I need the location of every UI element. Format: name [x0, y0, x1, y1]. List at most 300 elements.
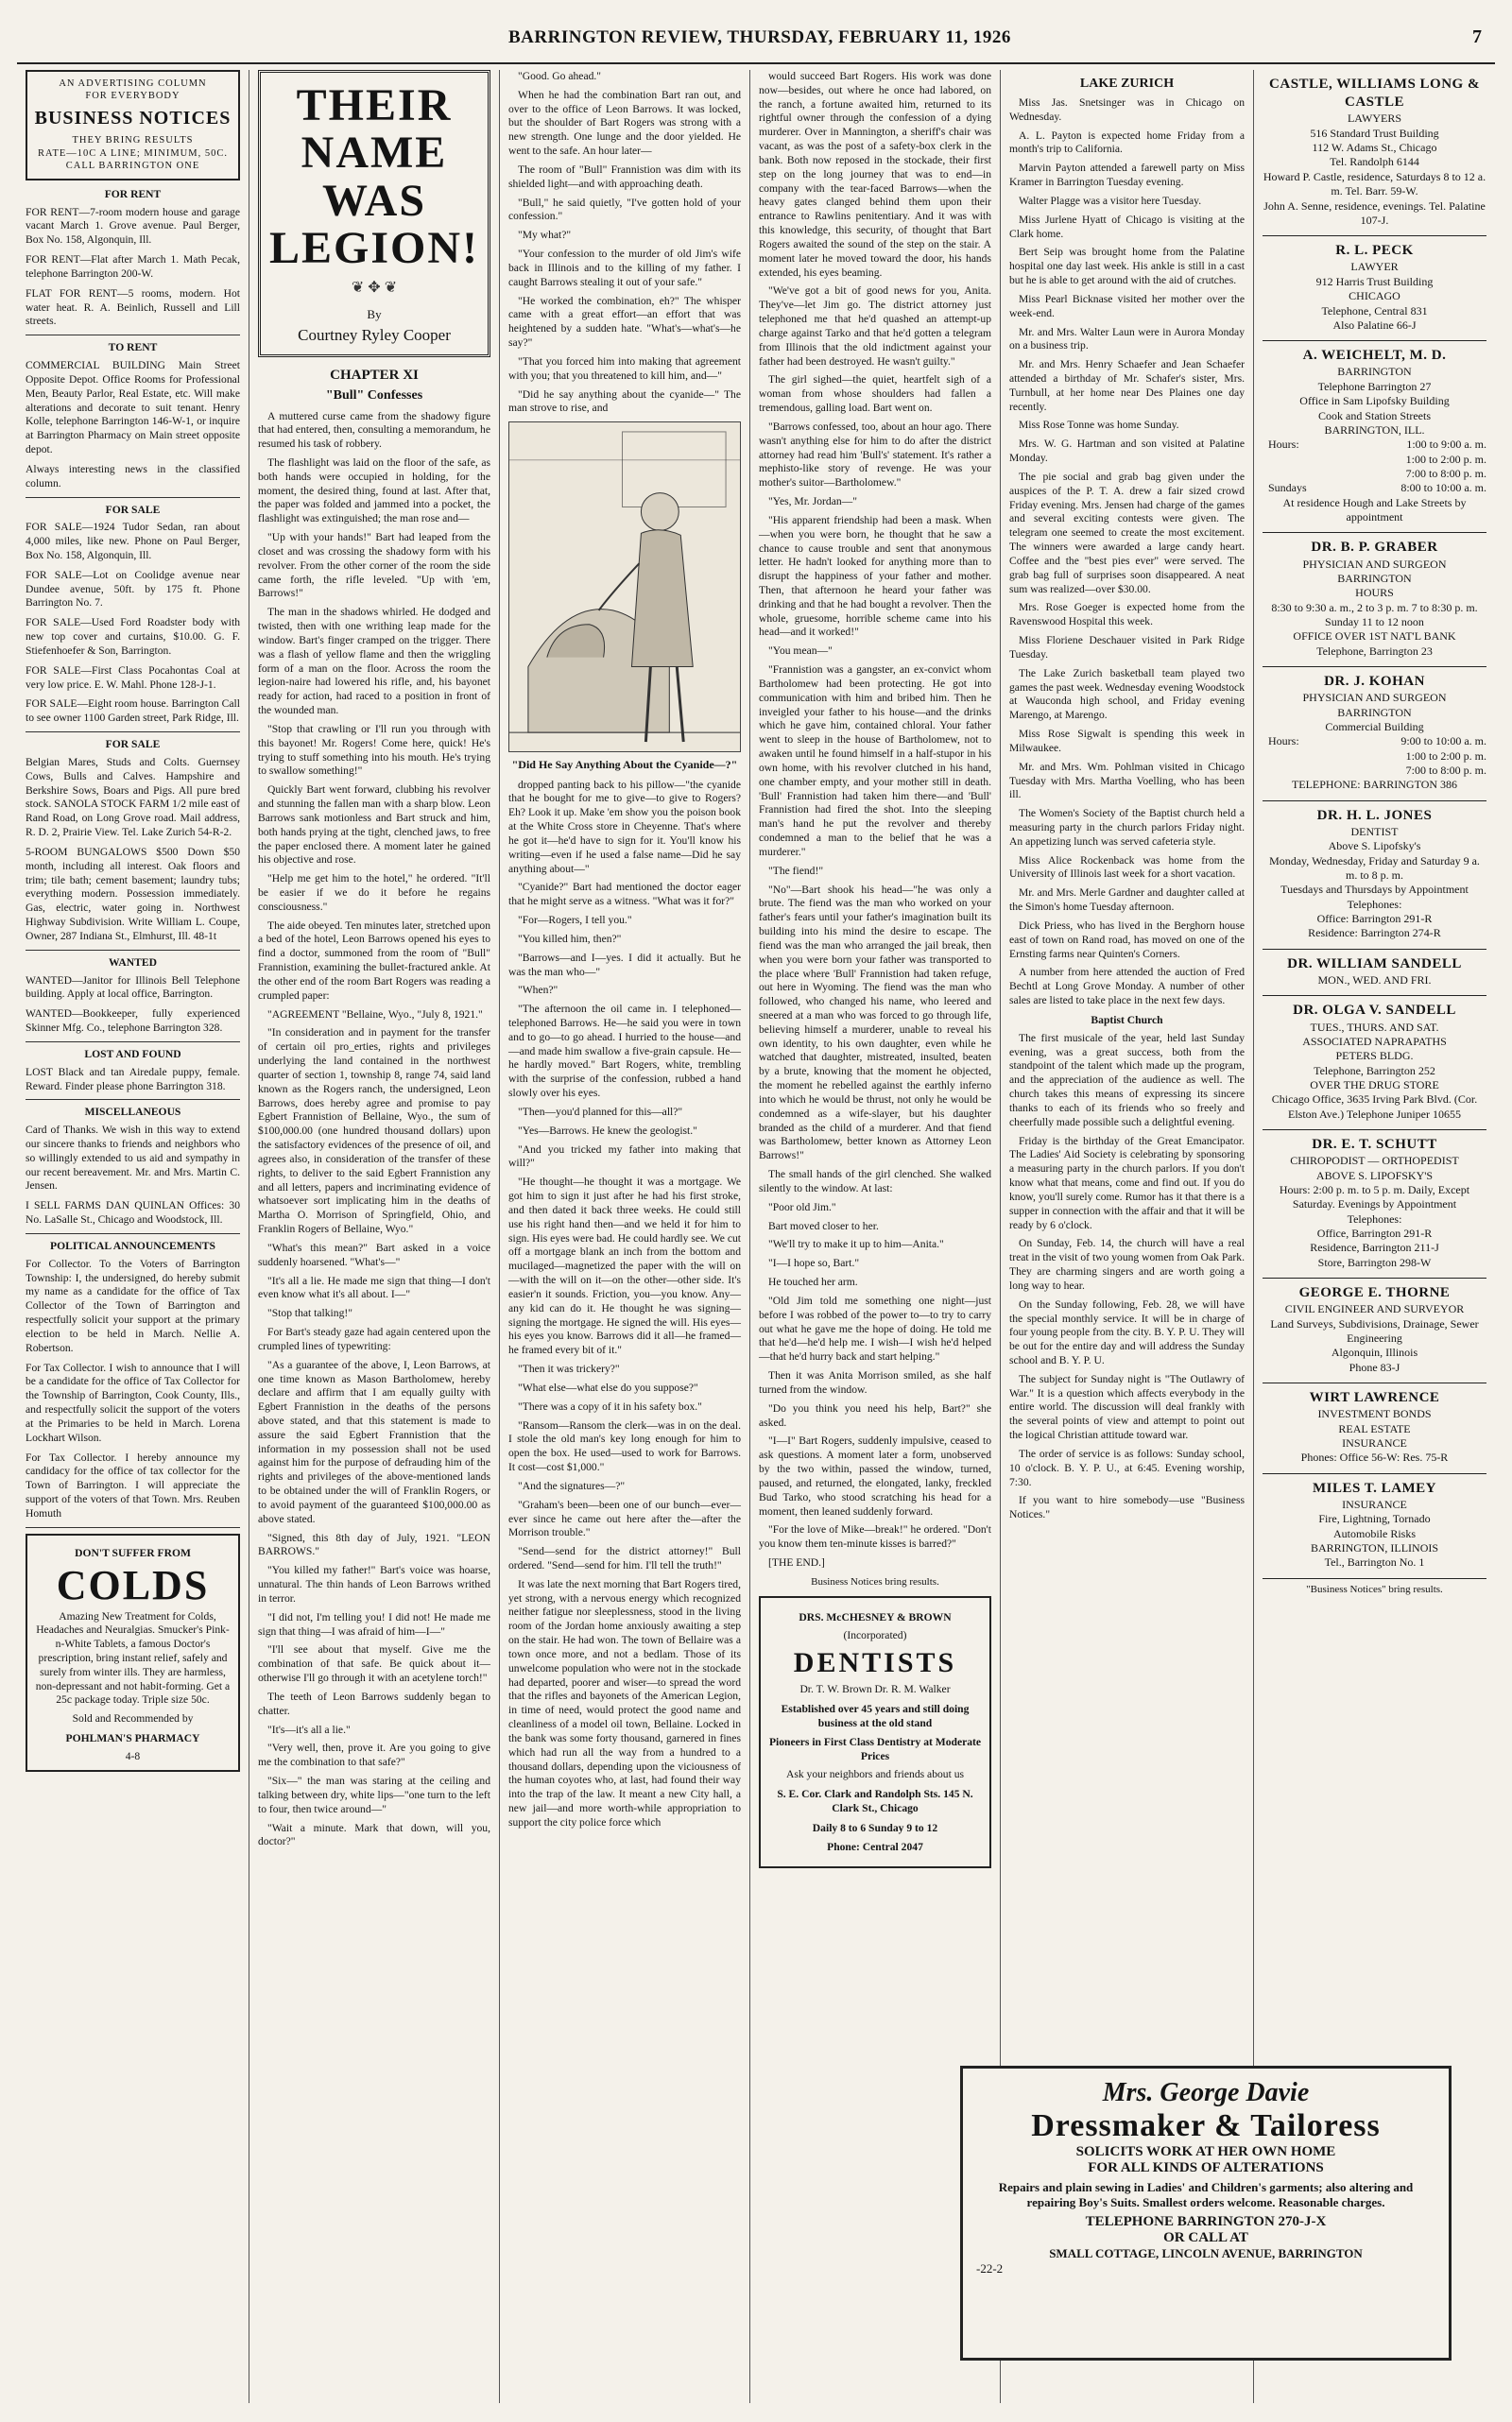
directory-card — [1263, 667, 1486, 801]
dentists-addr: S. E. Cor. Clark and Randolph Sts. 145 N. Clark St., Chicago — [777, 1787, 973, 1814]
news-item: The pie social and grab bag given under the auspices of the P. T. A. drew a fair sized crowd Friday evening. Mrs. Jensen had charge of the games and several exciting contests were given. The telegram one seemed to create the most excitement. The winners were awarded a large candy heart. Coffee and the "best pies ever" were served. The grab bag full of surprises soon disappeared. A neat sum was realized—over $30.00. — [1009, 470, 1245, 595]
dentists-line1: DRS. McCHESNEY & BROWN — [799, 1610, 952, 1623]
directory-name: WIRT LAWRENCE — [1309, 1390, 1440, 1406]
hours-label: Hours: — [1268, 438, 1299, 452]
news-item: The Women's Society of the Baptist church held a measuring party in the church parlors Friday night. An appetizing lunch was served cafeteria style. — [1009, 807, 1245, 848]
story-paragraph: "AGREEMENT "Bellaine, Wyo., "July 8, 1921." — [267, 1007, 483, 1021]
section-divider — [26, 1527, 240, 1528]
directory-line: Tuesdays and Thursdays by Appointment — [1280, 883, 1469, 897]
lake-zurich-title: LAKE ZURICH — [1079, 77, 1175, 91]
news-item: Miss Rose Tonne was home Sunday. — [1019, 419, 1179, 432]
directory-line: Office in Sam Lipofsky Building — [1299, 394, 1450, 408]
directory-card — [1263, 1474, 1486, 1579]
directory-line: PHYSICIAN AND SURGEON — [1302, 691, 1447, 705]
directory-name: DR. OLGA V. SANDELL — [1293, 1003, 1456, 1019]
directory-line: INSURANCE — [1342, 1436, 1407, 1451]
news-item: Mr. and Mrs. Wm. Pohlman visited in Chicago Tuesday with Mrs. Martha Voelling, who has been ill. — [1009, 760, 1245, 801]
classified-item: Always interesting news in the classified column. — [26, 462, 240, 490]
header-line3: THEY BRING RESULTS — [72, 135, 194, 146]
dentists-phone: Phone: Central 2047 — [827, 1841, 923, 1854]
directory-line: Algonquin, Illinois — [1331, 1346, 1418, 1360]
story-paragraph: "You killed him, then?" — [518, 932, 622, 945]
business-notices-title: BUSINESS NOTICES — [34, 107, 232, 129]
classified-section-title: FOR SALE — [105, 738, 161, 751]
directory-name: GEORGE E. THORNE — [1298, 1285, 1451, 1301]
dressmaker-line6: SMALL COTTAGE, LINCOLN AVENUE, BARRINGTON — [1049, 2246, 1363, 2260]
story-paragraph: "In consideration and in payment for the transfer of certain oil pro_erties, rights and privileges underlying the land contained in the northwest quarter of section 1, township 8, range 74, said land known as the Rogers ranch, the undersigned, Leon Barrows, does hereby agree and promise to pay Egbert Frannistion of Bellaine, Wyo., the sum of $100,000.00 (one hundred thousand dollars) upon the satisfactory evidences of the presence of oil, and agrees also, in consideration of the transfer of these rights, to deliver to the said Egbert Frannistion any and all letters, papers and incriminating evidence of whatsoever sort implicating him in the deaths of Martha O. Morrison of Springfield, Ohio, and Franklin Rogers of Bellaine, Wyo." — [258, 1026, 490, 1236]
directory-card — [1263, 1130, 1486, 1279]
directory-line: Office, Barrington 291-R — [1316, 1227, 1433, 1241]
story-paragraph: "As a guarantee of the above, I, Leon Barrows, at one time known as Mason Bartholomew, hereby declare and affirm that I am equally guilty with Egbert Frannistion in the deaths of the persons above stated, and that this statement is made to assure the said Egbert Frannistion that the information in my possession shall not be used against him for the purpose of defrauding him of the rights and privileges of the above-mentioned lands to be obtained under the will of Franklin Rogers, or to avoid payment of the guaranteed $100,000.00 as above stated. — [258, 1358, 490, 1525]
story-paragraph: "Did he say anything about the cyanide—" The man strove to rise, and — [508, 387, 741, 415]
story-paragraph: "Wait a minute. Mark that down, will you, doctor?" — [258, 1821, 490, 1848]
colds-code: 4-8 — [125, 1749, 141, 1762]
directory-card — [1263, 950, 1486, 997]
dressmaker-big: Dressmaker & Tailoress — [1031, 2108, 1381, 2143]
story-paragraph: "For—Rogers, I tell you." — [518, 914, 632, 927]
directory-line: Telephone, Central 831 — [1321, 303, 1428, 318]
directory-line: Telephone, Barrington 23 — [1316, 644, 1433, 658]
directory-card — [1263, 1279, 1486, 1383]
story-text — [508, 779, 741, 1830]
story-title-box — [258, 70, 490, 357]
directory-line: Residence, Barrington 211-J — [1310, 1241, 1439, 1255]
colds-sold: Sold and Recommended by — [72, 1712, 194, 1726]
dentists-big: DENTISTS — [793, 1646, 957, 1678]
classified-item: FOR SALE—Eight room house. Barrington Call to see owner 1100 Garden street, Park Ridge, Ill. — [26, 697, 240, 725]
directory-card — [1263, 1383, 1486, 1474]
story-paragraph: "No"—Bart shook his head—"he was only a brute. The fiend was the man who worked on your father's fears until your father's imagination built its building into his mind the desire to escape. The fiend was the man who arranged the jail break, then when you were born your father was transported to the place where 'Bull' Frannistion had taken refuge, out here in Wyoming. The fiend was the man who followed, who changed his name, who leered and sneered at a man who was forced to go through life, believing himself a murderer, unable to reveal his own identity, to his own daughter, even while he watched that daughter, mistreated, insulted, beaten by a brute, knowing that the moment he objected, the moment he rebelled against the earthly inferno into which he would be thrust, not only he would be condemned as a wife-slayer, but his daughter branded as the child of a murderer. And that fiend was Bartholomew, better known as Attorney Leon Barrows!" — [759, 883, 991, 1162]
dentists-doctors: Dr. T. W. Brown Dr. R. M. Walker — [799, 1682, 951, 1695]
classified-item: FOR SALE—First Class Pocahontas Coal at very low price. E. W. Mahl. Phone 128-J-1. — [26, 663, 240, 691]
classified-item: FOR SALE—1924 Tudor Sedan, ran about 4,000 miles, like new. Phone on Paul Berger, Box No. 158, Algonquin, Ill. — [26, 521, 240, 561]
directory-line: At residence Hough and Lake Streets by appointment — [1282, 495, 1467, 524]
directory-line: Commercial Building — [1325, 719, 1424, 733]
story-paragraph: Quickly Bart went forward, clubbing his revolver and stunning the fallen man with a sharp blow. Leon Barrows sank motionless and Bart struck and him, both hands prying at the tight, clenched jaws, to free the paper enclosed there. A moment later he gained his objective and rose. — [258, 783, 490, 867]
story-paragraph: "Very well, then, prove it. Are you going to give me the combination to that safe?" — [258, 1742, 490, 1769]
directory-line: Tel., Barrington No. 1 — [1324, 1555, 1425, 1570]
hours-row — [1268, 453, 1486, 467]
story-paragraph: "The afternoon the oil came in. I telephoned—telephoned Barrows. He—he said you were in town and to go—to go ahead. I hurried to the house—and—and made him swallow a five-grain capsule. He—he hardly moved." Bart Rogers, white, trembling with the surprise of the confession, rubbed a hand slowly over his eyes. — [508, 1003, 741, 1100]
directory-line: Tel. Randolph 6144 — [1330, 155, 1419, 169]
directory-line: INVESTMENT BONDS — [1317, 1407, 1432, 1421]
ornament-icon: ❦ ✥ ❦ — [351, 279, 398, 296]
story-paragraph: "He thought—he thought it was a mortgage. We got him to sign it just after he had his first stroke, and then dated it back three weeks. He could still use his right hand then—and we held it for him to sign. His eyes were bad. He could hardly see. We cut off a mortgage blank an inch from the bottom and mucilaged—magnetized the paper with the will on—with the will on it—on the other—other side. It's easier'n it sounds. Friction, you—you know. Any—any kid can do it. He thought he was signing—signing the mortgage. He signed the will. His eyes—his eyes you know. Barrows did it all—he framed—he framed every bit of it." — [508, 1176, 741, 1357]
news-item: The Lake Zurich basketball team played two games the past week. Wednesday evening Woodstock at Wauconda high school, and Friday evening Marengo, at Marengo. — [1009, 666, 1245, 722]
dressmaker-line2: FOR ALL KINDS OF ALTERATIONS — [1088, 2160, 1324, 2175]
colds-line1: DON'T SUFFER FROM — [75, 1546, 191, 1559]
news-item: A number from here attended the auction of Fred Bechtl at Long Grove Monday. A number of other sales are listed to take place in the next few days. — [1009, 966, 1245, 1007]
classified-item: Belgian Mares, Studs and Colts. Guernsey Cows, Bulls and Calves. Hampshire and Berkshire Sows, Boars and Pigs. All pure bred stock. SANOLA STOCK FARM 1/2 mile east of Rand Road, on Long Grove road. Mail address, R. D. 2, Prairie View. Tel. Lake Zurich 54-R-2. — [26, 755, 240, 839]
directory-line: Phones: Office 56-W: Res. 75-R — [1300, 1451, 1449, 1465]
column-footer: Business Notices bring results. — [811, 1575, 939, 1588]
colds-big: COLDS — [56, 1561, 210, 1608]
church-item: The order of service is as follows: Sunday school, 10 o'clock. B. Y. P. U., at 6:45. Evening worship, 7:30. — [1009, 1447, 1245, 1488]
dentists-line2: (Incorporated) — [843, 1628, 907, 1641]
classified-item: COMMERCIAL BUILDING Main Street Opposite Depot. Office Rooms for Professional Men, Beauty Parlor, Real Estate, etc. Will make alterations and decorate to suit tenant. Henry Kolle, telephone Barrington 146-W-1, or inquire at Barrington Pharmacy on Main street opposite depot. — [26, 359, 240, 456]
classifieds-column — [17, 70, 249, 2403]
story-paragraph: The teeth of Leon Barrows suddenly began to chatter. — [258, 1690, 490, 1717]
classified-item: For Collector. To the Voters of Barrington Township: I, the undersigned, do hereby submit my name as a candidate for the office of Tax Collector of the Town of Barrington and respectfully solicit your support at the primary election to be held in March. Nellie A. Robertson. — [26, 1257, 240, 1354]
directory-line: OFFICE OVER 1ST NAT'L BANK — [1293, 629, 1456, 644]
story-paragraph: A muttered curse came from the shadowy figure that had entered, then, consulting a memorandum, he resumed his task of robbery. — [258, 409, 490, 451]
directory-line: LAWYER — [1350, 260, 1399, 274]
classified-sections — [26, 188, 240, 1528]
story-paragraph: "I'll see about that myself. Give me the combination of that safe. Be quick about it—otherwise I'll go through it with an acetylene torch!" — [258, 1643, 490, 1685]
story-paragraph: "It's all a lie. He made me sign that thing—I don't even know what it's all about. I—" — [258, 1274, 490, 1301]
news-item: Miss Jas. Snetsinger was in Chicago on Wednesday. — [1009, 95, 1245, 123]
directory-name: R. L. PECK — [1335, 243, 1414, 259]
directory-line: 516 Standard Trust Building — [1310, 126, 1439, 140]
directory-card — [1263, 801, 1486, 950]
dentists-est: Established over 45 years and still doing business at the old stand — [781, 1702, 970, 1729]
directory-card — [1263, 533, 1486, 667]
classified-section-title: FOR RENT — [104, 187, 162, 200]
news-item: A. L. Payton is expected home Friday from a month's trip to California. — [1009, 129, 1245, 156]
story-paragraph: "Yes—Barrows. He knew the geologist." — [518, 1124, 697, 1137]
classified-item: FOR SALE—Lot on Coolidge avenue near Dundee avenue, 50ft. by 175 ft. Phone Barrington No. 7. — [26, 568, 240, 610]
colds-body: Amazing New Treatment for Colds, Headaches and Neuralgias. Smucker's Pink-n-White Tablets, a famous Doctor's prescription, bring instant relief, safely and surely from winter ills. They are harmless, non-depressant and not habit-forming. Get a 25c package today. Triple size 50c. — [35, 1609, 231, 1707]
story-paragraph: For Bart's steady gaze had again centered upon the crumpled lines of typewriting: — [258, 1326, 490, 1352]
directory-name: DR. B. P. GRABER — [1311, 540, 1438, 556]
story-paragraph: The small hands of the girl clenched. She walked silently to the window. At last: — [759, 1168, 991, 1194]
directory-line: Residence: Barrington 274-R — [1308, 926, 1441, 940]
directory-line: HOURS — [1355, 586, 1394, 600]
story-paragraph: dropped panting back to his pillow—"the cyanide that he bought for me to give—to give to Rogers? Eh? Look it up. Make 'em show you the poison book at the White Cross store in Cheyenne. That's where he got it—he'd have to sign for it. You'll know his writing—even if he used a false name—Did he say anything about—" — [508, 778, 741, 875]
section-divider — [26, 1041, 240, 1042]
hours-value: 1:00 to 2:00 p. m. — [1405, 748, 1486, 763]
story-paragraph: "What's this mean?" Bart asked in a voice suddenly hoarsened. "What's—" — [258, 1241, 490, 1268]
story-paragraph: "You killed my father!" Bart's voice was hoarse, unnatural. The thin hands of Leon Barrows writhed in terror. — [258, 1564, 490, 1605]
chapter-subtitle: "Bull" Confesses — [325, 387, 423, 403]
directory-line: BARRINGTON, ILL. — [1324, 422, 1425, 437]
section-divider — [26, 731, 240, 732]
dressmaker-line5: OR CALL AT — [1163, 2230, 1248, 2245]
story-paragraph: "Graham's been—been one of our bunch—ever—ever since he came out here after the—after the Morrison trouble." — [508, 1498, 741, 1539]
story-paragraph: [THE END.] — [768, 1555, 825, 1569]
dressmaker-name: Mrs. George Davie — [1102, 2078, 1310, 2107]
hours-value: 8:00 to 10:00 a. m. — [1400, 481, 1486, 495]
directory-line: CIVIL ENGINEER AND SURVEYOR — [1284, 1302, 1465, 1316]
story-paragraph: "And you tricked my father into making that will?" — [508, 1142, 741, 1170]
header-line1: AN ADVERTISING COLUMN — [59, 78, 207, 89]
hours-row — [1268, 764, 1486, 778]
story-paragraph: The aide obeyed. Ten minutes later, stretched upon a bed of the hotel, Leon Barrows opened his eyes to find a doctor, summoned from the room of "Bull" Frannistion, examining the bullet-fractured ankle. At the other end of the room Bart Rogers was reading a crumpled paper: — [258, 919, 490, 1002]
classified-item: FLAT FOR RENT—5 rooms, modern. Hot water heat. R. A. Beinlich, Russell and Lill streets. — [26, 286, 240, 328]
story-paragraph: "When?" — [518, 984, 558, 997]
section-divider — [26, 497, 240, 498]
directory-line: Telephone Barrington 27 — [1317, 379, 1432, 393]
dentists-hours: Daily 8 to 6 Sunday 9 to 12 — [812, 1821, 938, 1834]
story-paragraph: "Poor old Jim." — [768, 1200, 836, 1213]
news-item: Bert Seip was brought home from the Palatine hospital one day last week. His ankle is still in a cast but he is able to get around with the aid of crutches. — [1009, 246, 1245, 287]
directory-column — [1254, 70, 1495, 2403]
classified-item: Card of Thanks. We wish in this way to extend our sincere thanks to friends and neighbors who so willingly extended to us aid and sympathy in our recent bereavement. Mr. and Mrs. Martin C. Jensen. — [26, 1124, 240, 1193]
church-item: On Sunday, Feb. 14, the church will have a real treat in the visit of two young women from Oak Park. They are charming singers and are worth going a long way to hear. — [1009, 1237, 1245, 1292]
story-paragraph: "Ransom—Ransom the clerk—was in on the deal. I stole the old man's key long enough for him to open the box. He used—used to work for Barrows. It cost—cost $1,000." — [508, 1418, 741, 1474]
story-paragraph: "Stop that talking!" — [267, 1307, 352, 1320]
header-line4: RATE—10C A LINE; MINIMUM, 50C. — [38, 147, 228, 159]
business-notices-header — [26, 70, 240, 180]
directory-hours — [1263, 734, 1486, 778]
news-item: Miss Alice Rockenback was home from the University of Illinois last week for a short vacation. — [1009, 853, 1245, 881]
story-title-line: NAME — [301, 128, 448, 179]
directory-line: Telephones: — [1347, 1211, 1402, 1226]
header-line2: FOR EVERYBODY — [85, 91, 180, 102]
story-paragraph: Then it was Anita Morrison smiled, as she half turned from the window. — [759, 1369, 991, 1396]
directory-line: 112 W. Adams St., Chicago — [1312, 141, 1437, 155]
news-item: Mr. and Mrs. Henry Schaefer and Jean Schaefer attended a birthday of Mr. Schafer's sister, Mrs. Turnbull, at her home near Des Plaines one day recently. — [1009, 358, 1245, 413]
directory-line: Fire, Lightning, Tornado — [1318, 1512, 1431, 1526]
directory-line: Land Surveys, Subdivisions, Drainage, Sewer Engineering — [1270, 1316, 1479, 1346]
story-paragraph: "Help me get him to the hotel," he ordered. "It'll be easier if we do it before he regains consciousness." — [258, 872, 490, 913]
story-paragraph: "I—I" Bart Rogers, suddenly impulsive, ceased to ask questions. A moment later a form, unobserved by the two within, passed the window, turned, paused, and returned, the elongated, lanky, freckled Bud Tarko, who stood scratching his head for a moment, then leaned suddenly forward. — [759, 1434, 991, 1518]
story-paragraph: "For the love of Mike—break!" he ordered. "Don't you know them ten-minute kisses is barred?" — [759, 1523, 991, 1551]
directory-name: A. WEICHELT, M. D. — [1302, 348, 1447, 364]
story-text — [508, 70, 741, 416]
section-divider — [26, 950, 240, 951]
directory-line: Store, Barrington 298-W — [1317, 1255, 1432, 1269]
story-title-line: THEIR — [296, 80, 453, 130]
story-paragraph: "And the signatures—?" — [518, 1479, 626, 1492]
news-item: Marvin Payton attended a farewell party on Miss Kramer in Barrington Tuesday evening. — [1009, 162, 1245, 189]
story-paragraph: would succeed Bart Rogers. His work was done now—besides, out where he once had labored, on the ranch, a fortune awaited him, returned to its rightful owner through the confession of a dying murderer. Over in Mannington, a sheriff's chair was vacant, as was the post of a safety-box clerk in the bank. Both now reposed in the stockade, their first step on the long journey that was to end—in company with the tear-faced Barrows—when the heavy gates clanged behind them upon their entrance to Rawlins penitentiary. And it was with this knowledge, this security, of thought that Bart Rogers awaited the sound of the step on the stair. A moment later he moved toward the door, his hands extended, his eyes beaming. — [759, 70, 991, 279]
directory-line: John A. Senne, residence, evenings. Tel. Palatine 107-J. — [1263, 198, 1486, 227]
hours-value: 7:00 to 8:00 p. m. — [1405, 466, 1486, 480]
classified-section-title: MISCELLANEOUS — [84, 1106, 181, 1119]
story-paragraph: "His apparent friendship had been a mask. When—when you were born, he thought that he saw a chance to cause trouble and sent that anonymous letter. He hadn't looked for anything more than to disrupt the happiness of your father and mother. Then, that afternoon he heard your father was drinking and that he had bought a revolver. Then the whole, gruesome, horrible scheme came into his head—and it worked!" — [759, 513, 991, 639]
news-item: Dick Priess, who has lived in the Berghorn house east of town on Rand road, has moved on one of the Ernsting farms near Quinten's Corners. — [1009, 919, 1245, 960]
classified-item: 5-ROOM BUNGALOWS $500 Down $50 month, including all interest. Oak floors and trim; tile bath; cement basement; laundry tubs; everything modern. Possession immediately. Gas, electric, water going in. Northwest Highway Subdivision. Write William L. Coupe, Owner, 287 Indiana St., Elmhurst, Ill. 48-1t — [26, 845, 240, 942]
directory-cards — [1263, 70, 1486, 1579]
news-item: Miss Rose Sigwalt is spending this week in Milwaukee. — [1009, 728, 1245, 754]
directory-line: BARRINGTON — [1337, 705, 1412, 719]
story-paragraph: "My what?" — [518, 229, 572, 242]
chapter-heading: CHAPTER XI — [330, 368, 419, 384]
hours-row — [1268, 438, 1486, 452]
story-paragraph: "Send—send for the district attorney!" Bull ordered. "Send—send for him. I'll tell the truth!" — [508, 1545, 741, 1572]
directory-name: MILES T. LAMEY — [1312, 1480, 1437, 1496]
directory-line: TUES., THURS. AND SAT. — [1310, 1020, 1439, 1034]
classified-item: FOR RENT—7-room modern house and garage vacant March 1. Grove avenue. Paul Berger, Box No. 158, Algonquin, Ill. — [26, 205, 240, 247]
directory-line: ASSOCIATED NAPRAPATHS — [1302, 1034, 1447, 1048]
story-paragraph: "Your confession to the murder of old Jim's wife back in Illinois and to the killing of my father. I caught Barrows stealing it out of your safe." — [508, 248, 741, 288]
directory-line: Also Palatine 66-J — [1332, 318, 1417, 332]
story-paragraph: The girl sighed—the quiet, heartfelt sigh of a woman from whose shoulders had fallen a tremendous, galling load. Bart went on. — [759, 373, 991, 415]
directory-line: Monday, Wednesday, Friday and Saturday 9 a. m. to 8 p. m. — [1269, 853, 1480, 883]
directory-line: Howard P. Castle, residence, Saturdays 8 to 12 a. m. Tel. Barr. 59-W. — [1263, 169, 1486, 198]
story-paragraph: Bart moved closer to her. — [768, 1219, 879, 1232]
church-item: On the Sunday following, Feb. 28, we will have the special monthly service. It will be in charge of four young people from the city. B. Y. P. U. They will be out for the entire day and will address the Sunday school and B. Y. P. U. — [1009, 1297, 1245, 1366]
story-illustration — [508, 421, 741, 752]
directory-hours — [1263, 438, 1486, 495]
directory-line: Office: Barrington 291-R — [1316, 912, 1433, 926]
story-paragraph: "He worked the combination, eh?" The whisper came with a great effort—an effort that was heightened by a sudden hate. "What's—what's—he say?" — [508, 294, 741, 350]
story-paragraph: "Barrows confessed, too, about an hour ago. There wasn't anything else for him to do after the district attorney had read him 'Bull's' statement. It's rather a mephisto-like story of revenge. He was your mother's suitor—Bartholomew." — [759, 420, 991, 490]
story-paragraph: "Barrows—and I—yes. I did it actually. But he was the man who—" — [508, 951, 741, 978]
story-paragraph: "I did not, I'm telling you! I did not! He made me sign that thing—I was afraid of him—I—" — [258, 1610, 490, 1638]
directory-line: MON., WED. AND FRI. — [1317, 973, 1432, 988]
story-title-line: WAS — [321, 175, 427, 226]
directory-line: CHICAGO — [1349, 289, 1400, 303]
news-item: Miss Floriene Deschauer visited in Park Ridge Tuesday. — [1009, 634, 1245, 661]
directory-line: Cook and Station Streets — [1318, 408, 1431, 422]
directory-line: PETERS BLDG. — [1335, 1049, 1414, 1063]
masthead — [17, 26, 1495, 64]
news-item: Mr. and Mrs. Walter Laun were in Aurora Monday on a business trip. — [1009, 325, 1245, 352]
section-divider — [26, 1099, 240, 1100]
hours-label: Hours: — [1268, 734, 1299, 748]
story-column-3 — [750, 70, 1001, 2403]
classified-section-title: POLITICAL ANNOUNCEMENTS — [50, 1239, 215, 1252]
story-paragraph: "It's—it's all a lie." — [267, 1723, 351, 1736]
directory-line: Sunday 11 to 12 noon — [1325, 615, 1424, 628]
story-paragraph: "I—I hope so, Bart." — [768, 1257, 860, 1270]
classified-section-title: TO RENT — [108, 341, 158, 354]
directory-name: CASTLE, WILLIAMS LONG & CASTLE — [1269, 77, 1480, 111]
news-item: Walter Plagge was a visitor here Tuesday. — [1019, 194, 1202, 207]
directory-card — [1263, 70, 1486, 236]
church-item: If you want to hire somebody—use "Business Notices." — [1009, 1494, 1245, 1521]
story-paragraph: "Up with your hands!" Bart had leaped from the closet and was crossing the shadowy form with his revolver. From the other corner of the room the side came forth, the rifle leveled. "Up with 'em, Barrows!" — [258, 531, 490, 600]
story-title-line: LEGION! — [268, 223, 480, 274]
section-divider — [26, 1233, 240, 1234]
story-paragraph: He touched her arm. — [768, 1276, 858, 1289]
directory-line: OVER THE DRUG STORE — [1310, 1078, 1439, 1092]
news-item: Mrs. Rose Goeger is expected home from the Ravenswood Hospital this week. — [1009, 601, 1245, 628]
news-item: Miss Pearl Bicknase visited her mother over the week-end. — [1009, 292, 1245, 319]
story-paragraph: "Old Jim told me something one night—just before I was robbed of the power to—to try to carry out what he gave me the hope of doing. He told me that he'd—he'd help me. I wish—I wish he'd helped—that he'd hurry back and start helping." — [759, 1294, 991, 1364]
directory-line: TELEPHONE: BARRINGTON 386 — [1291, 778, 1458, 792]
baptist-church-title: Baptist Church — [1091, 1013, 1163, 1026]
illustration-drawing-icon — [509, 422, 740, 751]
story-column-2 — [500, 70, 750, 2403]
story-paragraph: "Signed, this 8th day of July, 1921. "LEON BARROWS." — [258, 1531, 490, 1558]
hours-row — [1268, 734, 1486, 748]
directory-line: Automobile Risks — [1332, 1526, 1416, 1540]
directory-card — [1263, 996, 1486, 1130]
directory-line: LAWYERS — [1347, 112, 1402, 126]
story-paragraph: "What else—what else do you suppose?" — [518, 1381, 698, 1394]
directory-line: DENTIST — [1350, 824, 1399, 838]
dentists-pioneers: Pioneers in First Class Dentistry at Moderate Prices — [768, 1736, 982, 1763]
story-paragraph: "That you forced him into making that agreement with you; that you threatened to kill him, and—" — [508, 354, 741, 382]
story-text — [258, 410, 490, 1850]
hours-row — [1268, 467, 1486, 481]
story-paragraph: "There was a copy of it in his safety box." — [518, 1400, 702, 1413]
directory-line: INSURANCE — [1342, 1497, 1407, 1511]
header-line5: CALL BARRINGTON ONE — [65, 161, 200, 172]
hours-value: 1:00 to 2:00 p. m. — [1405, 452, 1486, 466]
story-paragraph: "Then—you'd planned for this—all?" — [518, 1105, 683, 1118]
story-paragraph: The flashlight was laid on the floor of the safe, as both hands were occupied in holding, for the moment, the desired thing, found at last. After that, the paper was folded and jammed into a pocket, the flashlight was extinguished; the man rose and— — [258, 455, 490, 525]
story-paragraph: "We've got a bit of good news for you, Anita. They've—let Jim go. The district attorney just telephoned me that he'd quashed an attempt-up charge against Tarko and that he'd gotten a telegram from Illinois that the old indictment against your father had been destroyed. He wasn't guilty." — [759, 284, 991, 368]
story-byline: By — [367, 307, 382, 322]
directory-line: REAL ESTATE — [1338, 1421, 1411, 1435]
hours-row — [1268, 749, 1486, 764]
story-paragraph: "Stop that crawling or I'll run you through with this bayonet! Mr. Rogers! Come here, quick! He's trying to stuff something into his mouth. He's trying to swallow something!" — [258, 722, 490, 778]
story-paragraph: "The fiend!" — [768, 864, 824, 877]
directory-line: Chicago Office, 3635 Irving Park Blvd. (Cor. Elston Ave.) Telephone Juniper 10655 — [1271, 1092, 1478, 1121]
story-paragraph: "Yes, Mr. Jordan—" — [768, 495, 857, 508]
story-paragraph: It was late the next morning that Bart Rogers tired, yet strong, with a nervous energy which recognized neither fatigue nor sleeplessness, stood in the living room of the Jordan home anxiously awaiting a step on the stair. He had won. The town of Bellaire was a town once more, and not a bedlam. Those of its unwelcome population who were not in the stockade had departed, poorer and wiser—to spread the word that the rifles and bayonets of the American Legion, in time of need, would protect the good name and cleanliness of a model oil town, Bellaine. Locked in the bank was some forty thousand, garnered in fines which had run all the way from a hundred to a thousand dollars, depending upon the viciousness of the human coyotes who, at last, had found their way into the trap of the law. It meant a new City hall, a new jail—and more worth-while appropriation to support the city police force which — [508, 1577, 741, 1829]
directory-line: BARRINGTON, ILLINOIS — [1310, 1541, 1439, 1555]
page-number: 7 — [1472, 26, 1482, 47]
story-paragraph: The man in the shadows whirled. He dodged and twisted, then with one writhing leap made for the window. Bart's finger cramped on the trigger. There was a flash of yellow flame and then the wriggling form of a man on the floor. Across the room the legion-naire had lowered his rifle, and, his bayonet ready for action, had raced to a position in front of the wounded man. — [258, 606, 490, 717]
hours-value: 1:00 to 9:00 a. m. — [1406, 438, 1486, 452]
dressmaker-line1: SOLICITS WORK AT HER OWN HOME — [1075, 2144, 1336, 2159]
story-paragraph: "You mean—" — [768, 644, 833, 658]
directory-name: DR. H. L. JONES — [1316, 807, 1433, 823]
dressmaker-ad — [960, 2066, 1452, 2361]
classified-item: WANTED—Janitor for Illinois Bell Telephone building. Apply at local office, Barrington. — [26, 973, 240, 1001]
classified-item: I SELL FARMS DAN QUINLAN Offices: 30 No. LaSalle St., Chicago and Woodstock, Ill. — [26, 1199, 240, 1227]
news-item: Miss Jurlene Hyatt of Chicago is visiting at the Clark home. — [1009, 213, 1245, 240]
directory-line: 912 Harris Trust Building — [1315, 274, 1434, 288]
classified-section-title: WANTED — [109, 955, 157, 969]
classified-item: FOR RENT—Flat after March 1. Math Pecak, telephone Barrington 200-W. — [26, 253, 240, 280]
lake-zurich-column — [1001, 70, 1254, 2403]
story-paragraph: "Do you think you need his help, Bart?" she asked. — [759, 1401, 991, 1429]
hours-value: 7:00 to 8:00 p. m. — [1405, 764, 1486, 778]
dentists-ad — [759, 1596, 991, 1868]
directory-card — [1263, 341, 1486, 533]
directory-line: BARRINGTON — [1337, 365, 1412, 379]
story-paragraph: "Six—" the man was staring at the ceiling and talking between dry, white lips—"one turn to the left to four, then twice around—" — [258, 1775, 490, 1815]
directory-line: 8:30 to 9:30 a. m., 2 to 3 p. m. 7 to 8:30 p. m. — [1271, 600, 1478, 614]
dentists-ask: Ask your neighbors and friends about us — [785, 1768, 965, 1781]
directory-line: Telephone, Barrington 252 — [1314, 1063, 1435, 1077]
colds-store: POHLMAN'S PHARMACY — [65, 1732, 200, 1745]
directory-line: CHIROPODIST — ORTHOPEDIST — [1290, 1154, 1459, 1168]
hours-row — [1268, 481, 1486, 495]
church-item: The subject for Sunday night is "The Outlawry of War." It is a question which affects everybody in the entire world. The discussion will deal frankly with the several points of view and attempt to point out the logical Christian attitude toward war. — [1009, 1372, 1245, 1442]
story-paragraph: "Frannistion was a gangster, an ex-convict whom Bartholomew had been protecting. He got into communication with him and bribed him. Then he inveigled your father to his house—and the drinks which he gave him, contained chloral. Your father went to sleep in the house of Bartholomew, not to awaken until he found himself in a half-stupor in his own home, with his revolver clutched in his hand, one chamber empty, and your mother still in death. 'Bull' Frannistion had taken him there—and 'Bull' Frannistion had fired the shot. Into the sleeping man's hand he put the revolver and thereby condemned a man to the belief that he was a murderer." — [759, 663, 991, 858]
directory-line: ABOVE S. LIPOFSKY'S — [1315, 1168, 1434, 1182]
classified-item: For Tax Collector. I wish to announce that I will be a candidate for the office of Tax Collector for the Township of Barrington, Cook County, Ills., and respectfully solicit the support of the voters at the Primaries to be held in March. Lorena Lockhart Wilson. — [26, 1361, 240, 1444]
directory-line: BARRINGTON — [1337, 571, 1412, 585]
dressmaker-line3: Repairs and plain sewing in Ladies' and Children's garments; also altering and repairing Boy's Suits. Smallest orders welcome. Reasonable charges. — [998, 2180, 1414, 2209]
hours-value: 9:00 to 10:00 a. m. — [1400, 734, 1486, 748]
hours-label: Sundays — [1268, 481, 1307, 495]
directory-line: Telephones: — [1347, 897, 1402, 911]
story-column-1 — [249, 70, 500, 2403]
classified-item: For Tax Collector. I hereby announce my candidacy for the office of tax collector for the Town of Barrington. I will appreciate the support of the voters of that Town. Mrs. Reuben Homuth — [26, 1451, 240, 1520]
directory-line: Phone 83-J — [1349, 1360, 1400, 1374]
colds-ad — [26, 1534, 240, 1772]
news-item: Mrs. W. G. Hartman and son visited at Palatine Monday. — [1009, 438, 1245, 465]
church-item: The first musicale of the year, held last Sunday evening, was a great success, both from the standpoint of the talent which made up the program, and the appreciation of the audience as well. The church takes this means of expressing its sincere thanks to each of its friends who so freely and cheerfully made possible such a delightful evening. — [1009, 1031, 1245, 1128]
story-paragraph: "We'll try to make it up to him—Anita." — [768, 1238, 944, 1251]
directory-name: DR. J. KOHAN — [1324, 674, 1425, 690]
directory-line: Hours: 2:00 p. m. to 5 p. m. Daily, Except Saturday. Evenings by Appointment — [1279, 1183, 1470, 1211]
dressmaker-code: -22-2 — [976, 2261, 1004, 2276]
story-paragraph: "Cyanide?" Bart had mentioned the doctor eager that he might serve as a witness. "What was it for?" — [508, 881, 741, 908]
story-paragraph: The room of "Bull" Frannistion was dim with its shielded light—and with approaching death. — [508, 163, 741, 190]
classified-item: WANTED—Bookkeeper, fully experienced Skinner Mfg. Co., telephone Barrington 328. — [26, 1007, 240, 1035]
story-author: Courtney Ryley Cooper — [298, 325, 451, 344]
baptist-church-text — [1009, 1032, 1245, 1522]
illustration-caption: "Did He Say Anything About the Cyanide—?" — [511, 758, 738, 772]
directory-footer: "Business Notices" bring results. — [1306, 1583, 1443, 1595]
directory-line: PHYSICIAN AND SURGEON — [1302, 557, 1447, 571]
story-paragraph: When he had the combination Bart ran out, and over to the office of Leon Barrows. It was locked, but the shoulder of Bart Rogers was strong with a new strength. One lunge and the door yielded. He went to the safe. An hour later— — [508, 88, 741, 158]
masthead-title: BARRINGTON REVIEW, THURSDAY, FEBRUARY 11, 1926 — [508, 27, 1011, 47]
classified-section-title: LOST AND FOUND — [84, 1047, 181, 1060]
directory-card — [1263, 236, 1486, 341]
story-paragraph: "Bull," he said quietly, "I've gotten hold of your confession." — [508, 196, 741, 223]
news-item: Mr. and Mrs. Merle Gardner and daughter called at the Simon's home Tuesday afternoon. — [1009, 886, 1245, 914]
